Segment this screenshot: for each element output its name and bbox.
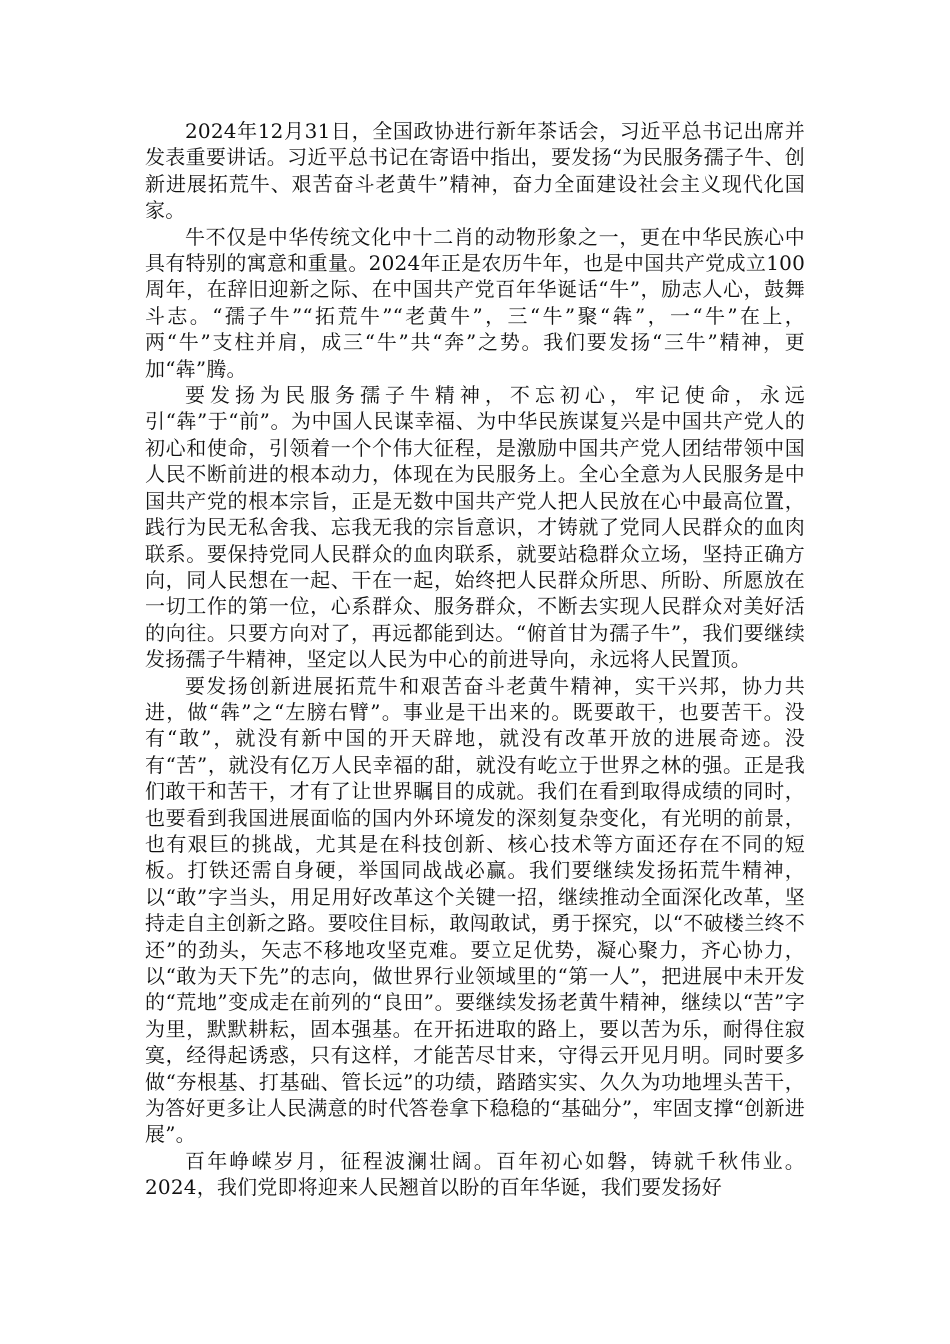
paragraph-5: 百年峥嵘岁月，征程波澜壮阔。百年初心如磐，铸就千秋伟业。2024，我们党即将迎来人民翘首以盼的百年华诞，我们要发扬好 bbox=[145, 1148, 805, 1200]
paragraph-2: 牛不仅是中华传统文化中十二肖的动物形象之一，更在中华民族心中具有特别的寓意和重量。2024年正是农历牛年，也是中国共产党成立100周年，在辞旧迎新之际、在中国共产党百年华诞话“牛”，励志人心，鼓舞斗志。“孺子牛”“拓荒牛”“老黄牛”，三“牛”聚“犇”，一“牛”在上，两“牛”支柱并肩，成三“牛”共“奔”之势。我们要发扬“三牛”精神，更加“犇”腾。 bbox=[145, 224, 805, 381]
document-body bbox=[145, 118, 805, 1201]
paragraph-4: 要发扬创新进展拓荒牛和艰苦奋斗老黄牛精神，实干兴邦，协力共进，做“犇”之“左膀右臂”。事业是干出来的。既要敢干，也要苦干。没有“敢”，就没有新中国的开天辟地，就没有改革开放的进展奇迹。没有“苦”，就没有亿万人民幸福的甜，就没有屹立于世界之林的强。正是我们敢干和苦干，才有了让世界瞩目的成就。我们在看到取得成绩的同时，也要看到我国进展面临的国内外环境发的深刻复杂变化，有光明的前景，也有艰巨的挑战，尤其是在科技创新、核心技术等方面还存在不同的短板。打铁还需自身硬，举国同战战必赢。我们要继续发扬拓荒牛精神，以“敢”字当头，用足用好改革这个关键一招，继续推动全面深化改革，坚持走自主创新之路。要咬住目标，敢闯敢试，勇于探究，以“不破楼兰终不还”的劲头，矢志不移地攻坚克难。要立足优势，凝心聚力，齐心协力，以“敢为天下先”的志向，做世界行业领域里的“第一人”，把进展中未开发的“荒地”变成走在前列的“良田”。要继续发扬老黄牛精神，继续以“苦”字为里，默默耕耘，固本强基。在开拓进取的路上，要以苦为乐，耐得住寂寞，经得起诱惑，只有这样，才能苦尽甘来，守得云开见月明。同时要多做“夯根基、打基础、管长远”的功绩，踏踏实实、久久为功地埋头苦干，为答好更多让人民满意的时代答卷拿下稳稳的“基础分”，牢固支撑“创新进展”。 bbox=[145, 673, 805, 1147]
paragraph-1: 2024年12月31日，全国政协进行新年茶话会，习近平总书记出席并发表重要讲话。习近平总书记在寄语中指出，要发扬“为民服务孺子牛、创新进展拓荒牛、艰苦奋斗老黄牛”精神，奋力全面建设社会主义现代化国家。 bbox=[145, 119, 805, 223]
paragraph-3: 要发扬为民服务孺子牛精神，不忘初心，牢记使命，永远引“犇”于“前”。为中国人民谋幸福、为中华民族谋复兴是中国共产党人的初心和使命，引领着一个个伟大征程，是激励中国共产党人团结带领中国人民不断前进的根本动力，体现在为民服务上。全心全意为人民服务是中国共产党的根本宗旨，正是无数中国共产党人把人民放在心中最高位置，践行为民无私舍我、忘我无我的宗旨意识，才铸就了党同人民群众的血肉联系。要保持党同人民群众的血肉联系，就要站稳群众立场，坚持正确方向，同人民想在一起、干在一起，始终把人民群众所思、所盼、所愿放在一切工作的第一位，心系群众、服务群众，不断去实现人民群众对美好活的向往。只要方向对了，再远都能到达。“俯首甘为孺子牛”，我们要继续发扬孺子牛精神，坚定以人民为中心的前进导向，永远将人民置顶。 bbox=[145, 383, 805, 672]
